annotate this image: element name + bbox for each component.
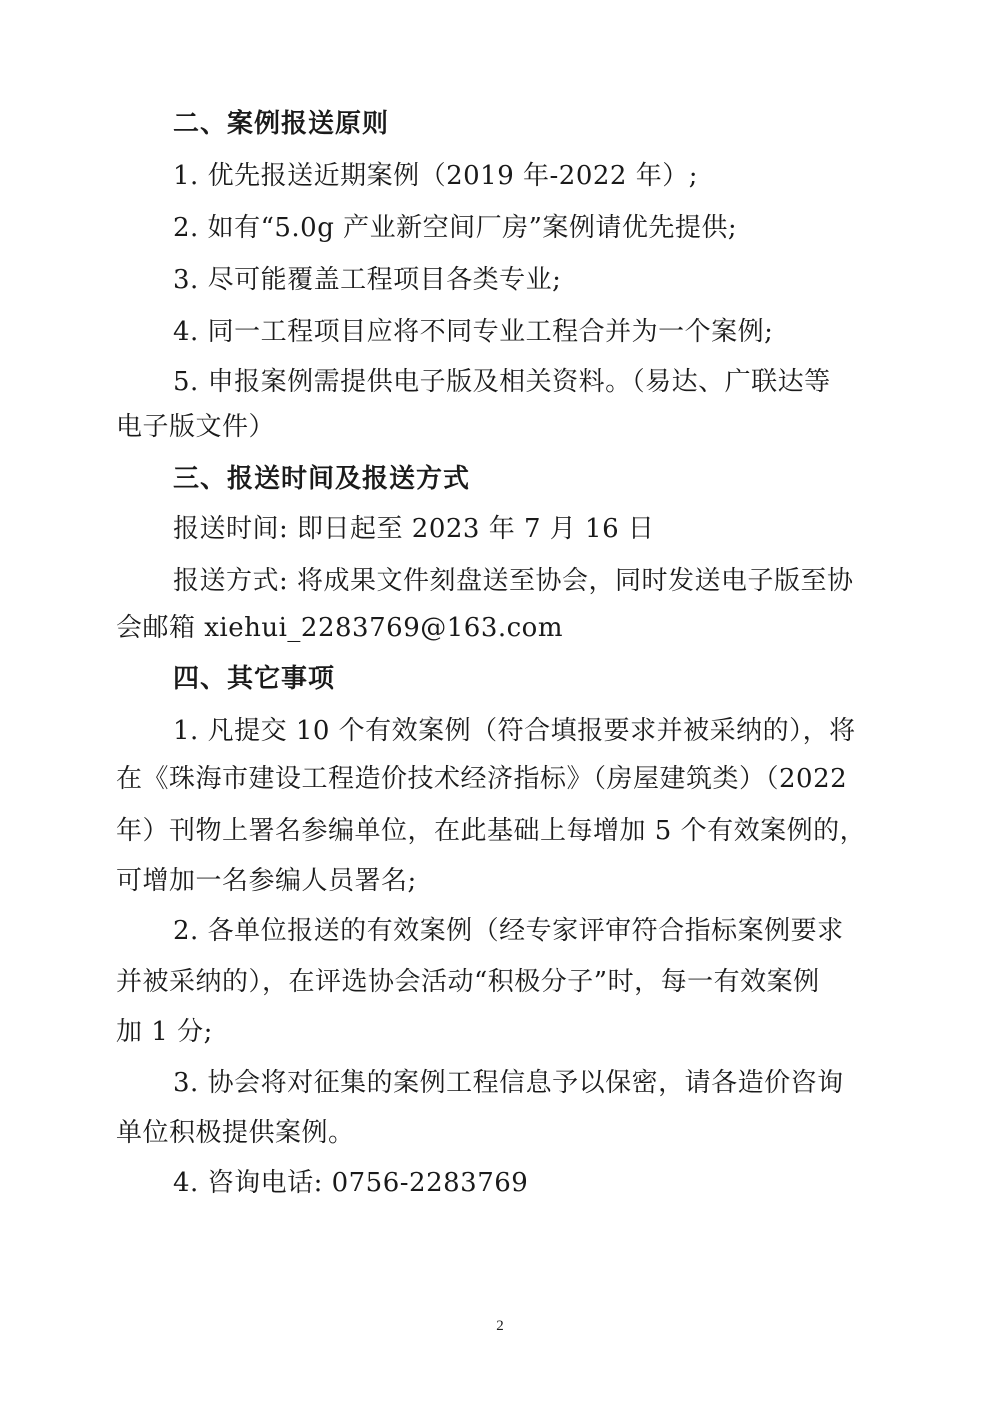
other-item-line-10: 4. 咨询电话: 0756-2283769 <box>173 1168 529 1198</box>
other-item-line-1: 1. 凡提交 10 个有效案例（符合填报要求并被采纳的），将 <box>173 716 856 746</box>
principle-item-3: 3. 尽可能覆盖工程项目各类专业; <box>173 265 562 295</box>
other-item-line-4: 可增加一名参编人员署名; <box>116 866 417 896</box>
section-heading-submission: 三、报送时间及报送方式 <box>173 464 471 494</box>
other-item-line-2: 在《珠海市建设工程造价技术经济指标》（房屋建筑类）（2022 <box>116 764 848 794</box>
submission-method-email: 会邮箱 xiehui_2283769@163.com <box>116 613 563 643</box>
section-heading-principles: 二、案例报送原则 <box>173 109 390 139</box>
principle-item-5: 5. 申报案例需提供电子版及相关资料。（易达、广联达等 <box>173 367 831 397</box>
section-heading-other: 四、其它事项 <box>173 664 336 694</box>
submission-time: 报送时间: 即日起至 2023 年 7 月 16 日 <box>173 514 655 544</box>
principle-item-1: 1. 优先报送近期案例（2019 年-2022 年）; <box>173 161 698 191</box>
principle-item-2: 2. 如有“5.0g 产业新空间厂房”案例请优先提供; <box>173 213 738 243</box>
principle-item-5-continued: 电子版文件） <box>116 412 276 442</box>
other-item-line-7: 加 1 分; <box>116 1017 213 1047</box>
other-item-line-3: 年）刊物上署名参编单位，在此基础上每增加 5 个有效案例的， <box>116 816 867 846</box>
other-item-line-6: 并被采纳的），在评选协会活动“积极分子”时，每一有效案例 <box>116 967 820 997</box>
submission-method: 报送方式: 将成果文件刻盘送至协会，同时发送电子版至协 <box>173 566 854 596</box>
other-item-line-5: 2. 各单位报送的有效案例（经专家评审符合指标案例要求 <box>173 916 844 946</box>
page-number: 2 <box>496 1318 504 1334</box>
other-item-line-8: 3. 协会将对征集的案例工程信息予以保密，请各造价咨询 <box>173 1068 844 1098</box>
principle-item-4: 4. 同一工程项目应将不同专业工程合并为一个案例; <box>173 317 774 347</box>
other-item-line-9: 单位积极提供案例。 <box>116 1118 355 1148</box>
